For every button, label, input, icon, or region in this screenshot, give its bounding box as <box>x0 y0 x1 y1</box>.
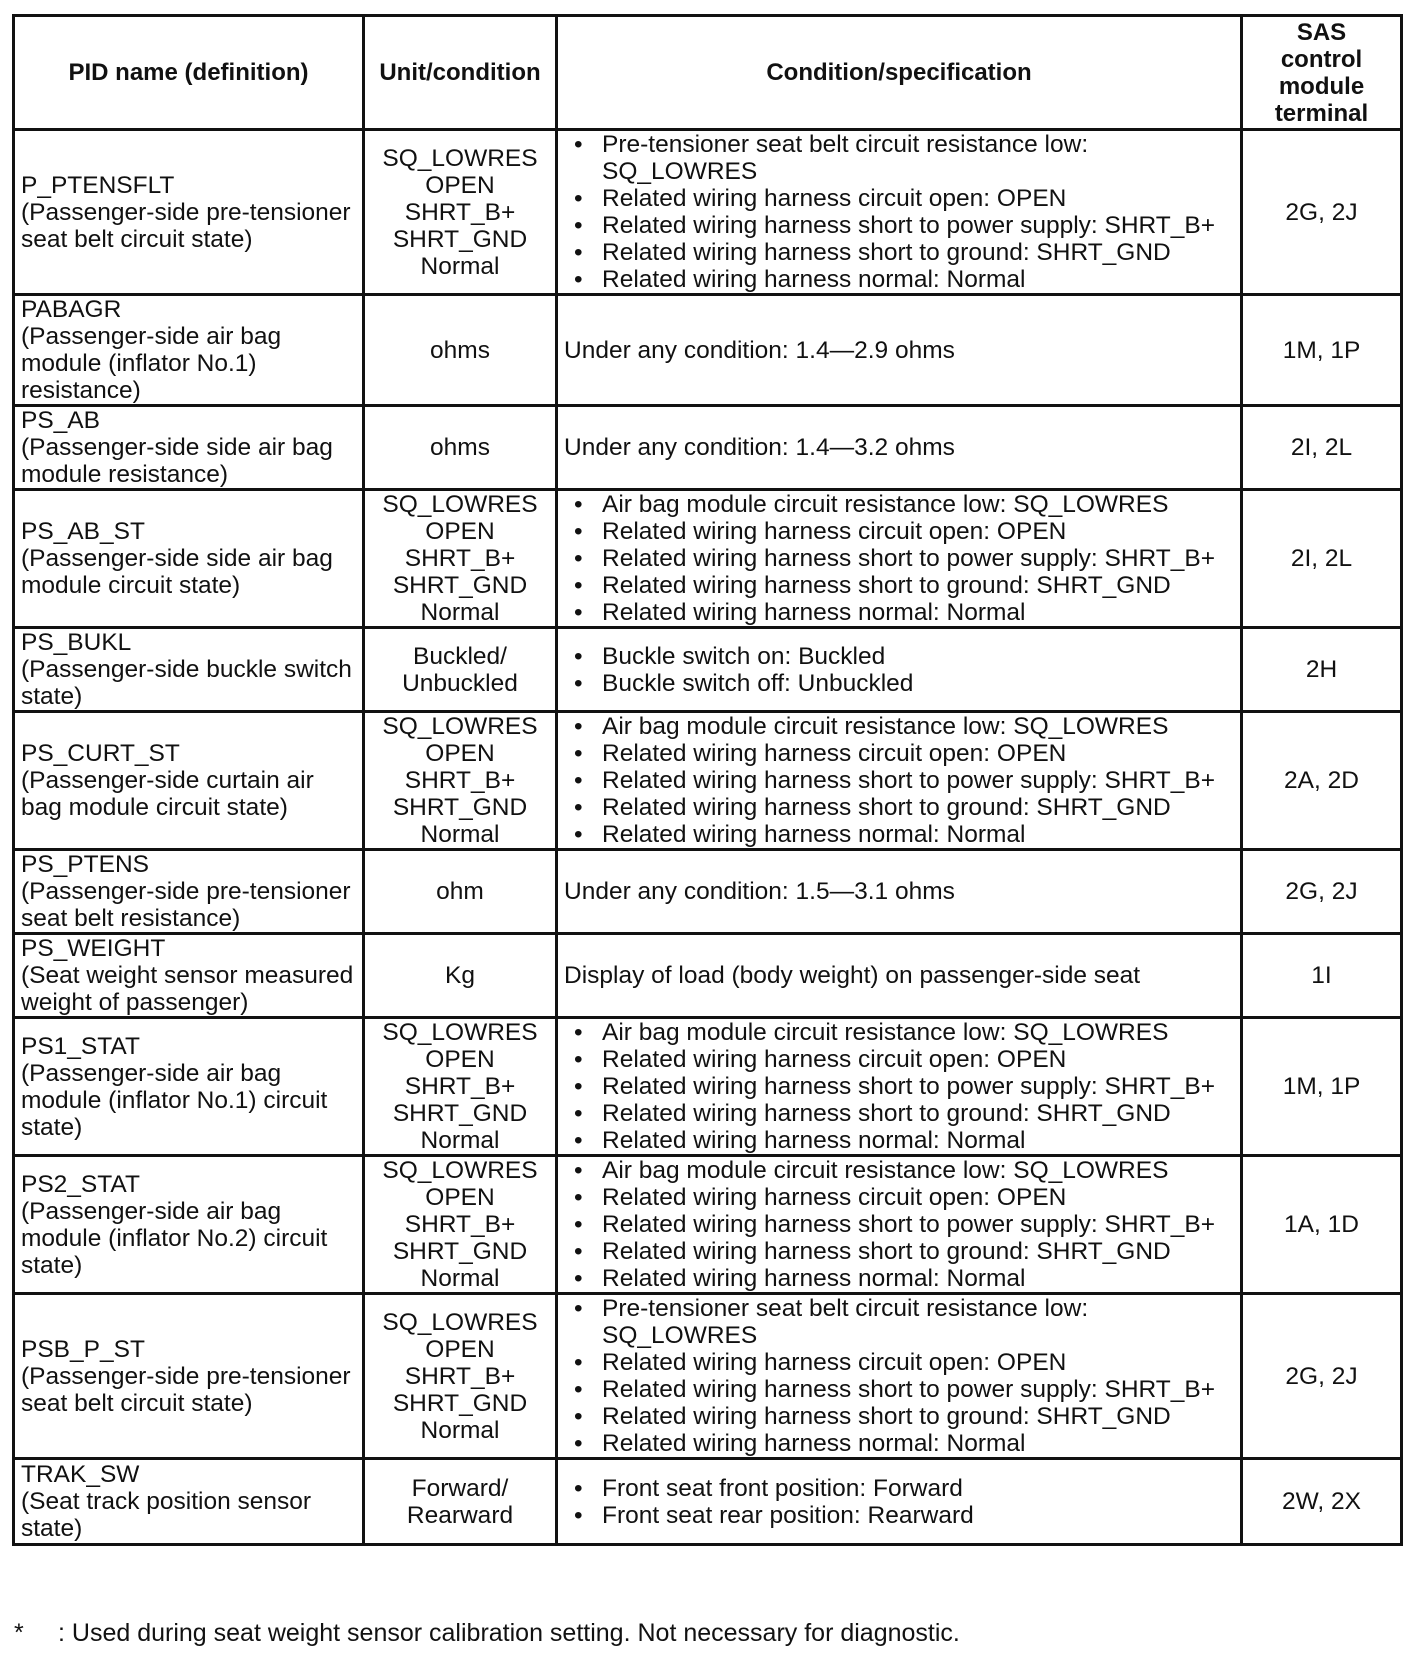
pid-cell <box>14 628 364 712</box>
spec-bullet: • Related wiring harness short to power supply: SHRT_B+ <box>564 545 1234 572</box>
spec-bullet-list <box>564 643 1234 697</box>
spec-cell <box>557 934 1242 1018</box>
pid-cell <box>14 712 364 850</box>
unit-value: Buckled/ <box>413 642 507 670</box>
unit-value: SHRT_B+ <box>404 198 516 226</box>
unit-value: Normal <box>420 599 500 626</box>
table-body <box>14 130 1402 1545</box>
pid-definition: (Seat track position sensor state) <box>21 1488 312 1542</box>
unit-value: SQ_LOWRES <box>382 491 538 518</box>
unit-value: SHRT_B+ <box>404 767 516 794</box>
unit-value: SQ_LOWRES <box>382 713 538 740</box>
spec-text: Under any condition: 1.5—3.1 ohms <box>564 878 955 905</box>
pid-definition: (Passenger-side side air bag module resistance) <box>21 434 333 488</box>
table-row <box>14 850 1402 934</box>
unit-value: SQ_LOWRES <box>382 1019 538 1046</box>
unit-cell <box>364 850 557 934</box>
unit-value: OPEN <box>425 1046 495 1073</box>
unit-value: SHRT_B+ <box>404 1362 516 1390</box>
spec-bullet: • Front seat front position: Forward <box>564 1475 1234 1502</box>
pid-cell <box>14 1156 364 1294</box>
pid-definition: (Passenger-side air bag module (inflator No.1) resistance) <box>21 323 282 404</box>
pid-definition: (Passenger-side pre-tensioner seat belt resistance) <box>21 878 351 932</box>
unit-cell <box>364 1459 557 1545</box>
spec-bullet-list <box>564 1019 1234 1154</box>
unit-value: SQ_LOWRES <box>382 1157 538 1184</box>
pid-definition: (Passenger-side buckle switch state) <box>21 656 352 710</box>
pid-cell <box>14 1459 364 1545</box>
unit-value: OPEN <box>425 518 495 545</box>
header-terminal: SAS control module terminal <box>1242 16 1402 130</box>
unit-value: SHRT_B+ <box>404 1073 516 1100</box>
pid-cell <box>14 934 364 1018</box>
spec-cell <box>557 1294 1242 1459</box>
table-row <box>14 628 1402 712</box>
spec-bullet: • Related wiring harness short to power supply: SHRT_B+ <box>564 767 1234 794</box>
spec-bullet: • Related wiring harness short to power supply: SHRT_B+ <box>564 1376 1234 1403</box>
unit-value: OPEN <box>425 1184 495 1211</box>
terminal-cell: 2G, 2J <box>1242 850 1402 934</box>
spec-bullet: • Related wiring harness normal: Normal <box>564 599 1234 626</box>
unit-value: SHRT_GND <box>392 1389 528 1417</box>
unit-value: SHRT_GND <box>392 1100 528 1127</box>
spec-bullet-list <box>564 1157 1234 1292</box>
unit-value: ohm <box>436 878 484 905</box>
table-row <box>14 712 1402 850</box>
unit-value: SHRT_B+ <box>404 1211 516 1238</box>
table-row <box>14 295 1402 406</box>
spec-cell <box>557 295 1242 406</box>
spec-bullet: • Related wiring harness short to power supply: SHRT_B+ <box>564 1073 1234 1100</box>
spec-bullet: • Air bag module circuit resistance low: SQ_LOWRES <box>564 1157 1234 1184</box>
table-row <box>14 934 1402 1018</box>
pid-name: PS2_STAT <box>21 1170 140 1198</box>
spec-cell <box>557 130 1242 295</box>
spec-cell <box>557 628 1242 712</box>
spec-bullet: • Related wiring harness short to ground: SHRT_GND <box>564 572 1234 599</box>
pid-name: PS_PTENS <box>21 851 149 878</box>
unit-value: SQ_LOWRES <box>382 1308 538 1336</box>
header-unit: Unit/condition <box>364 16 557 130</box>
unit-value: ohms <box>430 336 490 364</box>
spec-bullet: • Related wiring harness short to power supply: SHRT_B+ <box>564 212 1234 239</box>
pid-definition: (Passenger-side pre-tensioner seat belt circuit state) <box>21 1362 351 1417</box>
unit-value: Normal <box>420 1265 500 1292</box>
pid-definition: (Passenger-side pre-tensioner seat belt circuit state) <box>21 198 351 253</box>
spec-bullet-list <box>564 1475 1234 1529</box>
pid-name: PS_AB_ST <box>21 518 145 545</box>
pid-cell <box>14 850 364 934</box>
pid-table <box>12 14 1403 1546</box>
unit-cell <box>364 130 557 295</box>
spec-bullet: • Related wiring harness normal: Normal <box>564 821 1234 848</box>
unit-value: Forward/ <box>411 1474 509 1502</box>
spec-cell <box>557 850 1242 934</box>
table-row <box>14 1459 1402 1545</box>
terminal-cell: 1M, 1P <box>1242 295 1402 406</box>
unit-value: Normal <box>420 252 500 280</box>
terminal-cell: 2A, 2D <box>1242 712 1402 850</box>
spec-bullet: • Related wiring harness short to ground: SHRT_GND <box>564 1403 1234 1430</box>
unit-value: SQ_LOWRES <box>382 144 538 172</box>
table-row <box>14 130 1402 295</box>
unit-cell <box>364 295 557 406</box>
spec-bullet: • Pre-tensioner seat belt circuit resistance low: SQ_LOWRES <box>564 1295 1234 1349</box>
spec-bullet: • Air bag module circuit resistance low: SQ_LOWRES <box>564 713 1234 740</box>
spec-bullet: • Related wiring harness normal: Normal <box>564 266 1234 293</box>
spec-bullet-list <box>564 491 1234 626</box>
spec-cell <box>557 406 1242 490</box>
spec-cell <box>557 1459 1242 1545</box>
terminal-cell: 1I <box>1242 934 1402 1018</box>
unit-cell <box>364 406 557 490</box>
header-spec: Condition/specification <box>557 16 1242 130</box>
unit-value: SHRT_B+ <box>404 545 516 572</box>
pid-definition: (Passenger-side side air bag module circuit state) <box>21 545 333 599</box>
footnote-text: : Used during seat weight sensor calibration setting. Not necessary for diagnostic. <box>58 1619 960 1647</box>
pid-name: TRAK_SW <box>21 1461 140 1488</box>
pid-name: P_PTENSFLT <box>21 171 175 199</box>
unit-value: SHRT_GND <box>392 225 528 253</box>
unit-value: Normal <box>420 1416 500 1444</box>
table-row <box>14 406 1402 490</box>
pid-definition: (Passenger-side air bag module (inflator No.1) circuit state) <box>21 1059 328 1141</box>
unit-cell <box>364 1294 557 1459</box>
terminal-cell: 2G, 2J <box>1242 130 1402 295</box>
pid-name: PS_AB <box>21 407 100 434</box>
spec-bullet: • Related wiring harness short to power supply: SHRT_B+ <box>564 1211 1234 1238</box>
spec-bullet-list <box>564 1295 1234 1457</box>
spec-cell <box>557 490 1242 628</box>
unit-value: ohms <box>430 434 490 461</box>
spec-bullet: • Related wiring harness short to ground: SHRT_GND <box>564 1100 1234 1127</box>
spec-bullet: • Related wiring harness circuit open: OPEN <box>564 1349 1234 1376</box>
spec-bullet: • Related wiring harness short to ground: SHRT_GND <box>564 239 1234 266</box>
terminal-cell: 1A, 1D <box>1242 1156 1402 1294</box>
pid-definition: (Passenger-side air bag module (inflator No.2) circuit state) <box>21 1197 328 1279</box>
unit-value: SHRT_GND <box>392 572 528 599</box>
unit-value: SHRT_GND <box>392 794 528 821</box>
unit-value: Normal <box>420 821 500 848</box>
footnote-mark: * <box>14 1619 24 1647</box>
spec-cell <box>557 712 1242 850</box>
pid-cell <box>14 130 364 295</box>
spec-bullet: • Air bag module circuit resistance low: SQ_LOWRES <box>564 491 1234 518</box>
pid-cell <box>14 1018 364 1156</box>
spec-bullet: • Related wiring harness short to ground: SHRT_GND <box>564 794 1234 821</box>
table-row <box>14 1156 1402 1294</box>
spec-bullet: • Related wiring harness circuit open: OPEN <box>564 185 1234 212</box>
pid-cell <box>14 295 364 406</box>
header-row <box>14 16 1402 130</box>
spec-bullet: • Front seat rear position: Rearward <box>564 1502 1234 1529</box>
unit-value: OPEN <box>425 740 495 767</box>
pid-definition: (Seat weight sensor measured weight of passenger) <box>21 962 354 1016</box>
unit-value: Unbuckled <box>402 669 518 697</box>
pid-name: PSB_P_ST <box>21 1335 145 1363</box>
document-page <box>12 14 1400 1647</box>
spec-bullet-list <box>564 131 1234 293</box>
terminal-cell: 2H <box>1242 628 1402 712</box>
unit-value: Rearward <box>406 1501 514 1529</box>
spec-cell <box>557 1018 1242 1156</box>
unit-value: OPEN <box>425 1335 495 1363</box>
terminal-cell: 2I, 2L <box>1242 490 1402 628</box>
terminal-cell: 2I, 2L <box>1242 406 1402 490</box>
pid-name: PABAGR <box>21 296 122 323</box>
unit-value: Kg <box>445 962 475 989</box>
unit-cell <box>364 490 557 628</box>
spec-bullet: • Pre-tensioner seat belt circuit resistance low: SQ_LOWRES <box>564 131 1234 185</box>
spec-bullet: • Air bag module circuit resistance low: SQ_LOWRES <box>564 1019 1234 1046</box>
spec-bullet: • Related wiring harness circuit open: OPEN <box>564 1184 1234 1211</box>
spec-bullet: • Related wiring harness circuit open: OPEN <box>564 518 1234 545</box>
table-row <box>14 1018 1402 1156</box>
terminal-cell: 2G, 2J <box>1242 1294 1402 1459</box>
spec-bullet: • Buckle switch off: Unbuckled <box>564 670 1234 697</box>
unit-value: Normal <box>420 1127 500 1154</box>
unit-cell <box>364 712 557 850</box>
table-row <box>14 490 1402 628</box>
unit-cell <box>364 1156 557 1294</box>
spec-bullet: • Related wiring harness normal: Normal <box>564 1430 1234 1457</box>
spec-bullet: • Related wiring harness circuit open: OPEN <box>564 1046 1234 1073</box>
terminal-cell: 1M, 1P <box>1242 1018 1402 1156</box>
pid-definition: (Passenger-side curtain air bag module circuit state) <box>21 767 314 821</box>
footnote <box>14 1618 960 1648</box>
terminal-cell: 2W, 2X <box>1242 1459 1402 1545</box>
pid-name: PS1_STAT <box>21 1032 140 1060</box>
spec-bullet: • Related wiring harness circuit open: OPEN <box>564 740 1234 767</box>
spec-text: Display of load (body weight) on passenger-side seat <box>564 962 1141 989</box>
spec-bullet: • Related wiring harness normal: Normal <box>564 1265 1234 1292</box>
spec-bullet: • Related wiring harness normal: Normal <box>564 1127 1234 1154</box>
spec-cell <box>557 1156 1242 1294</box>
spec-bullet-list <box>564 713 1234 848</box>
unit-value: OPEN <box>425 171 495 199</box>
header-pid: PID name (definition) <box>14 16 364 130</box>
pid-name: PS_BUKL <box>21 629 132 656</box>
pid-name: PS_CURT_ST <box>21 740 180 767</box>
spec-text: Under any condition: 1.4—3.2 ohms <box>564 434 955 461</box>
pid-cell <box>14 406 364 490</box>
unit-cell <box>364 1018 557 1156</box>
pid-name: PS_WEIGHT <box>21 935 166 962</box>
table-row <box>14 1294 1402 1459</box>
spec-bullet: • Related wiring harness short to ground: SHRT_GND <box>564 1238 1234 1265</box>
pid-cell <box>14 1294 364 1459</box>
unit-cell <box>364 628 557 712</box>
unit-cell <box>364 934 557 1018</box>
spec-bullet: • Buckle switch on: Buckled <box>564 643 1234 670</box>
unit-value: SHRT_GND <box>392 1238 528 1265</box>
spec-text: Under any condition: 1.4—2.9 ohms <box>564 336 955 364</box>
pid-cell <box>14 490 364 628</box>
